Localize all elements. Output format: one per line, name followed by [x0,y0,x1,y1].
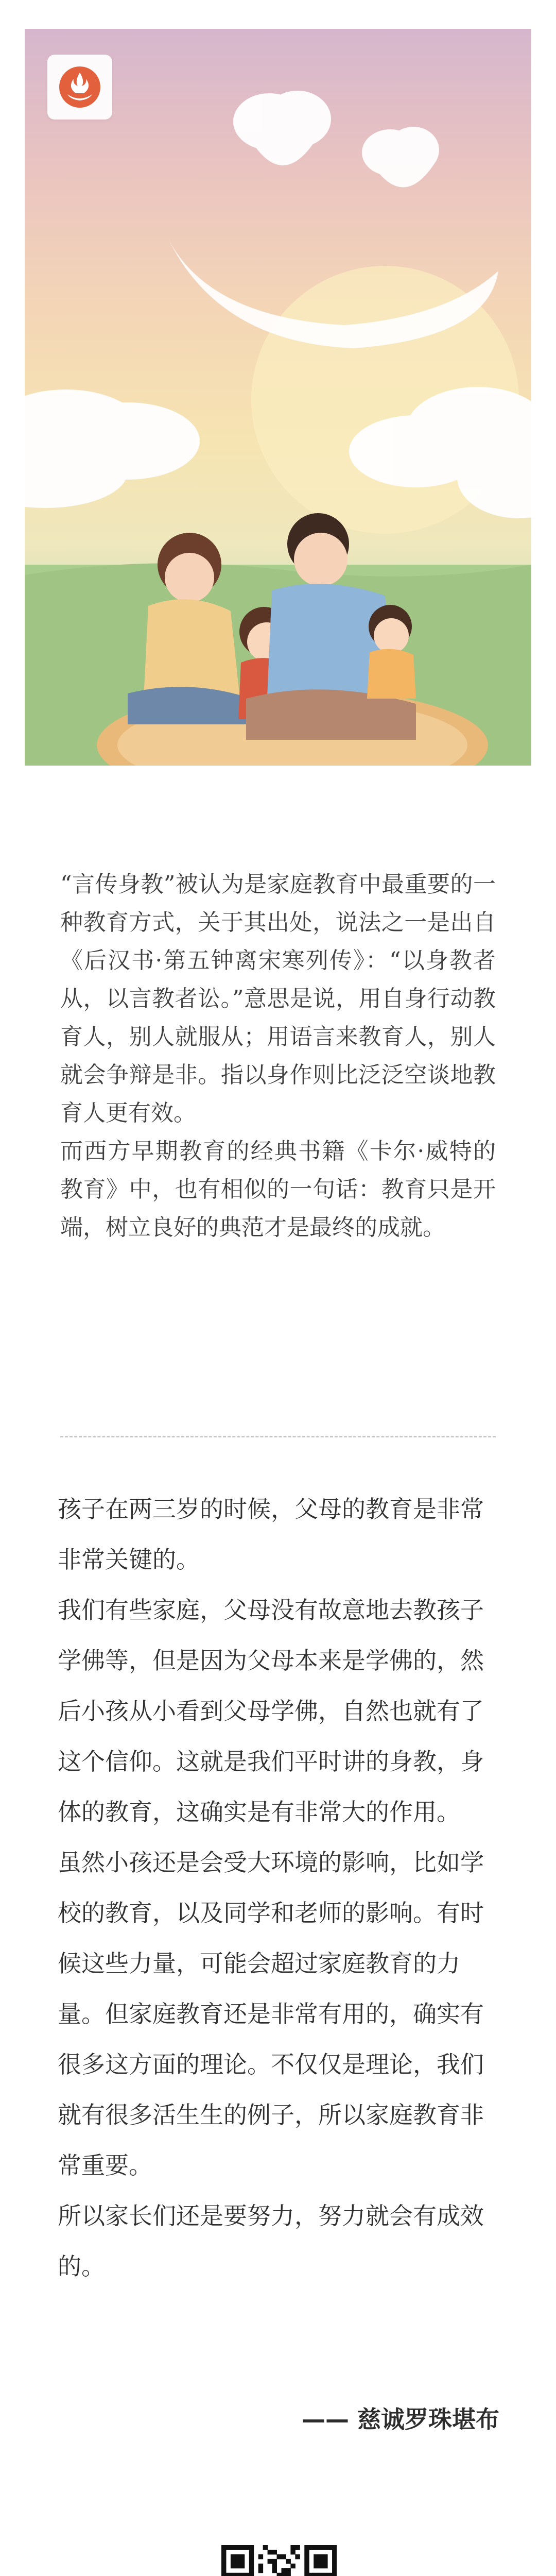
classic-intro-text [60,866,496,1247]
classic-paragraph: 而西方早期教育的经典书籍《卡尔·威特的教育》中，也有相似的一句话：教育只是开端，树立良好的典范才是最终的成就。 [60,1138,496,1241]
family-illustration-banner [25,29,531,766]
dashed-divider [60,1436,496,1437]
quote-paragraph: 所以家长们还是要努力，努力就会有成效的。 [58,2202,484,2280]
qr-code-icon[interactable] [221,2545,337,2576]
teaching-quote-text [58,1484,500,2292]
author-signature: —— 慈诚罗珠堪布 [301,2405,499,2433]
family-illustration [25,29,531,766]
flame-lotus-logo-icon [47,55,112,120]
quote-paragraph: 虽然小孩还是会受大环境的影响，比如学校的教育，以及同学和老师的影响。有时候这些力量，可能会超过家庭教育的力量。但家庭教育还是非常有用的，确实有很多这方面的理论。不仅仅是理论，我们就有很多活生生的例子，所以家庭教育非常重要。 [58,1849,484,2179]
quote-paragraph: 孩子在两三岁的时候，父母的教育是非常非常关键的。 [58,1495,484,1573]
quote-paragraph: 我们有些家庭，父母没有故意地去教孩子学佛等，但是因为父母本来是学佛的，然后小孩从小看到父母学佛，自然也就有了这个信仰。这就是我们平时讲的身教，身体的教育，这确实是有非常大的作用。 [58,1596,484,1826]
classic-paragraph: “言传身教”被认为是家庭教育中最重要的一种教育方式，关于其出处，说法之一是出自《后汉书·第五钟离宋寒列传》：“以身教者从，以言教者讼。”意思是说，用自身行动教育人，别人就服从；用语言来教育人，别人就会争辩是非。指以身作则比泛泛空谈地教育人更有效。 [60,871,496,1126]
